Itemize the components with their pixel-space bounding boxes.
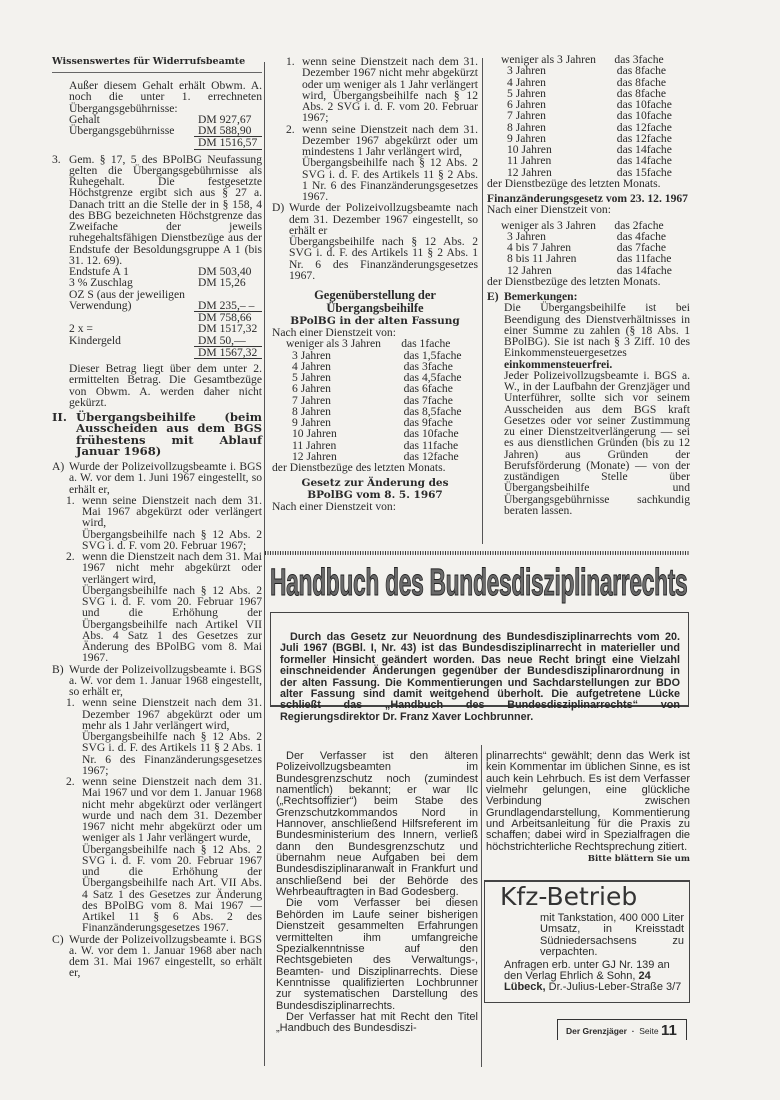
multiplier-row [286,383,478,394]
paragraph-text: Wurde der Polizeivollzugsbeamte i. BGS a. W. vor dem 1. Januar 1968 eingestellt, so erhält er, [69,662,262,698]
list-marker: 1. [66,696,75,710]
service-years: 11 Jahren [507,154,552,168]
multiplier: das 8,5fache [403,404,462,418]
multiplier: das 1,5fache [403,348,462,362]
paragraph-text: Außer diesem Gehalt erhält Obwm. A. noch die unter 1. errechneten Übergangsgebührnisse: [69,79,262,115]
paragraph-text: Nach einer Dienstzeit von: [272,500,396,514]
paragraph-text: Wurde der Polizeivollzugsbeamte i. BGS a. W. vor dem 1. Januar 1968 aber nach dem 31. Mai 1967 eingestellt, so erhält er, [69,932,262,980]
multiplier-row [501,253,690,264]
article-column-1 [276,751,478,1035]
subheading: Gegenüberstellung der Übergangsbeihilfe [314,288,436,315]
list-marker: 2. [66,550,75,563]
article-lead: Durch das Gesetz zur Neuordnung des Bundesdisziplinarrechts vom 20. Juli 1967 (BGBl. I, Nr. 43) ist das Bundesdisziplinarrecht in materieller und formeller Hinsicht geändert worden. Das neue Recht bringt eine Vielzahl einschneidender Änderungen gegenüber der Bundesdisziplinarordnung in der alten Fassung. Die Kommentierungen und Sachdarstellungen zur BDO alter Fassung sind damit weitgehend überholt. Die aufgetretene Lücke schließt das „Handbuch des Bundesdisziplinarrechts“ von Regierungsdirektor Dr. Franz Xaver Lochbrunner. [280,631,680,723]
subheading: Gesetz zur Änderung des BPolBG vom 8. 5. 1967 [301,477,449,502]
dotted-separator [265,551,690,555]
service-years: 7 Jahren [507,109,546,123]
amount-value: DM 503,40 [198,265,252,278]
multiplier: das 7fache [616,241,667,254]
multiplier: das 12fache [616,120,672,134]
article-paragraph: Der Verfasser ist den älteren Polizeivollzugsbeamten im Bundesgrenzschutz noch (zumindest namentlich) bekannt; er war IIc („Rechtsoffizier“) beim Stabe des Grenzschutzkommandos Nord in Hannover, anschließend Hilfsreferent im Bundesministerium des Innern, verließ dann den Bundesgrenzschutz und übernahm neue Aufgaben bei dem Bundesdisziplinaranwalt in Frankfurt und anschließend bei der Behörde des Wehrbeauftragten in Bad Godesberg. [276,750,478,899]
service-years: 4 Jahren [292,359,331,373]
paragraph-text: der Dienstbezüge des letzten Monats. [487,274,661,288]
list-item [52,664,262,698]
service-years: 12 Jahren [507,263,552,277]
amount-value: DM 758,66 [198,311,252,324]
paragraph [272,236,478,281]
article-paragraph: Die vom Verfasser bei diesen Behörden im Laufe seiner bisherigen Dienstzeit gesammelten Erfahrungen vermittelten ihm umfangreiche Spezialkenntnisse auf den Rechtsgebieten des Verwaltungs-, Beamten- und Disziplinarrechts. Diese Kenntnisse qualifizierten Lochbrunner zur systematischen Darstellung des Bundesdisziplinarrechts. [276,897,478,1012]
multiplier: das 4fache [616,229,667,243]
service-years: 6 Jahren [292,382,331,396]
multiplier: das 10fache [403,427,459,441]
amount-row [69,137,262,149]
list-marker: D) [272,201,285,215]
paragraph-text: Übergangsbeihilfe nach § 12 Abs. 2 SVG i. d. F. vom 20. Februar 1967; [82,527,262,552]
paragraph-text: der Dienstbezüge des letzten Monats. [487,176,661,190]
amount-label: Verwendung) [69,298,132,312]
multiplier: das 8fache [616,86,667,100]
column-divider [482,58,483,544]
paragraph-text: Jeder Polizeivollzugsbeamte i. BGS a. W., in der Laufbahn der Grenzjäger und Unterführer, sollte sich vor seinem Ausscheiden aus dem BGS kraft Gesetzes oder vor seiner Zustimmung zu einer Dienstzeitverlängerung — sei es aus dienstlichen Gründen (bis zu 12 Jahren) aus Gründen der Berufsförderung (Monate) — von der zuständigen Stelle über Übergangsbeihilfe und Übergangsgebührnisse sachkundig beraten lassen. [504,368,690,517]
paragraph-text: Wurde der Polizeivollzugsbeamte i. BGS a. W. vor dem 1. Juni 1967 eingestellt, so erhält er, [69,460,262,496]
page-footer [557,1019,687,1040]
paragraph [52,363,262,408]
amount-row [69,323,262,334]
paragraph-text: Übergangsbeihilfe nach § 12 Abs. 2 SVG i. d. F. vom 20. Februar 1967 und die Erhöhung der Übergangsbeihilfe nach Art. VII Abs. 4 Satz 1 des Gesetzes zur Änderung des BPolBG vom 8. Mai 1967 — Artikel 11 § 6 Abs. 2 des Finanzänderungsgesetzes 1967. [82,842,262,935]
service-years: weniger als 3 Jahren [501,53,596,66]
page-number: 11 [661,1022,677,1039]
article-paragraph: plinarrechts“ gewählt; denn das Werk ist kein Kommentar im üblichen Sinne, es ist auch kein Lehrbuch. Es ist dem Verfasser vielmehr gelungen, eine glückliche Verbindung zwischen Grundlagendarstellung, Kommentierung und Arbeitsanleitung für die Praxis zu schaffen; dabei wird in Spezialfragen die höchstrichterliche Rechtsprechung zitiert. [486,750,690,853]
list-item [52,412,262,457]
multiplier: das 15fache [616,165,672,179]
paragraph [272,501,478,512]
multiplier-table [487,54,690,178]
multiplier: das 7fache [403,393,453,407]
amount-value: DM 1517,32 [198,322,258,336]
multiplier: das 11fache [403,438,459,452]
paragraph [52,80,262,114]
article-headline: Handbuch des Bundesdisziplinarrechts [270,562,688,604]
multiplier: das 8fache [616,64,667,78]
service-years: 4 Jahren [507,75,546,89]
multiplier-table [272,338,478,462]
amount-table [52,114,262,150]
amount-label: 2 x = [69,322,93,336]
service-years: 6 Jahren [507,98,546,111]
paragraph [487,302,690,370]
paragraph [487,370,690,516]
amount-value: DM 50,— [194,335,262,347]
paragraph-text: Gem. § 17, 5 des BPolBG Neufassung gelten die Übergangsgebührnisse als Ruhegehalt. Die festgesetzte Höchstgrenze ergibt sich aus § 27 a. Danach tritt an die Stelle der in § 158, 4 des BBG bezeichneten Höchstgrenze das Zweifache der jeweils ruhegehaltsfähigen Dienstbezüge aus der Endstufe der Besoldungsgruppe A 1 (bis 31. 12. 69). [69,152,262,267]
amount-label: OZ S (aus der jeweiligen [69,287,185,301]
multiplier: das 12fache [403,449,459,463]
multiplier: das 1fache [401,337,451,351]
amount-value: DM 1567,32 [194,347,262,359]
paragraph [487,276,690,287]
section-header: Wissenswertes für Widerrufsbeamte [52,56,246,67]
service-years: 10 Jahren [507,143,552,156]
multiplier: das 2fache [614,218,664,232]
paragraph-text: Übergangsbeihilfe nach § 12 Abs. 2 SVG i. d. F. des Artikels 11 § 2 Abs. 1 Nr. 6 des Finanzänderungsgesetzes 1967. [289,235,478,282]
ad-body: mit Tankstation, 400 000 Liter Umsatz, in Kreisstadt Südniedersachsens zu verpachten. [540,912,684,959]
page-label: Seite [639,1026,659,1036]
list-item [272,56,478,124]
list-item [52,154,262,267]
amount-value: DM 927,67 [198,112,252,126]
multiplier: das 10fache [616,98,672,111]
paragraph [272,157,478,202]
multiplier: das 8fache [616,75,667,89]
amount-row [69,335,262,347]
paragraph-text: Dieser Betrag liegt über dem unter 2. ermittelten Betrag. Die Gesamtbezüge von Obwm. A. werden daher nicht gekürzt. [69,362,262,409]
service-years: 11 Jahren [292,438,337,452]
paragraph [52,844,262,934]
service-years: 12 Jahren [507,165,552,179]
multiplier: das 6fache [403,382,453,396]
column-divider [264,62,265,1066]
paragraph-text: wenn seine Dienstzeit nach dem 31. Dezember 1967 nicht mehr abgekürzt oder um weniger als 1 Jahr verlängert wird, Übergangsbeihilfe nach § 12 Abs. 2 SVG i. d. F. vom 20. Februar 1967; [302,55,478,125]
list-item [52,551,262,585]
paragraph [272,462,478,473]
list-item [52,934,262,979]
list-item [272,124,478,158]
column-3 [487,54,690,516]
multiplier: das 12fache [616,131,672,145]
service-years: weniger als 3 Jahren [286,337,381,351]
multiplier: das 14fache [616,263,672,277]
multiplier-row [286,338,478,349]
column-1 [52,80,262,979]
paragraph-text: Übergangsbeihilfe (beim Ausscheiden aus dem BGS frühestens mit Ablauf Januar 1968) [76,410,262,458]
list-item [272,202,478,236]
paragraph [52,585,262,664]
multiplier-table [487,220,690,276]
amount-value: DM 588,90 [194,125,262,137]
service-years: 3 Jahren [507,64,546,78]
list-marker: 2. [66,775,75,788]
multiplier-row [501,155,690,166]
amount-table [52,266,262,359]
column-2 [272,56,478,513]
column-divider [481,745,482,1067]
service-years: weniger als 3 Jahren [501,218,596,232]
paragraph-text: Bemerkungen: [504,290,578,303]
publication-name: Der Grenzjäger [566,1026,627,1036]
paragraph [52,731,262,776]
multiplier: das 14fache [616,154,672,168]
paragraph-text: Übergangsbeihilfe nach § 12 Abs. 2 SVG i. d. F. vom 20. Februar 1967 und die Erhöhung der Übergangsbeihilfe nach Artikel VII Abs. 4 Satz 1 des Gesetzes zur Änderung des BPolBG vom 8. Mai 1967. [82,583,262,665]
multiplier: das 3fache [403,359,453,373]
multiplier: das 14fache [616,143,672,156]
list-marker: E) [487,290,499,303]
list-marker: B) [52,662,64,676]
paragraph-text: wenn seine Dienstzeit nach dem 31. Dezember 1967 abgekürzt oder um mindestens 1 Jahr verlängert wird, [302,122,478,158]
service-years: 5 Jahren [292,371,331,384]
multiplier-row [501,110,690,121]
paragraph-text: wenn seine Dienstzeit nach dem 31. Mai 1967 und vor dem 1. Januar 1968 nicht mehr abgekürzt oder verlängert wurde und nach dem 31. Dezember 1967 nicht mehr abgekürzt oder um weniger als 1 Jahr verlängert wurde, [82,775,262,845]
amount-row [69,277,262,288]
amount-value: DM 235,– – [194,300,262,312]
paragraph [52,529,262,552]
list-item [52,697,262,731]
ad-contact [504,960,684,994]
list-marker: C) [52,932,64,946]
paragraph-text: wenn seine Dienstzeit nach dem 31. Mai 1967 abgekürzt oder verlängert wird, [82,493,262,530]
list-item [52,461,262,495]
multiplier: das 9fache [403,416,453,429]
paragraph-text: Übergangsbeihilfe nach § 12 Abs. 2 SVG i. d. F. des Artikels 11 § 2 Abs. 1 Nr. 6 des Finanzänderungsgesetzes 1967. [302,156,478,203]
list-item [52,776,262,844]
amount-label: 3 % Zuschlag [69,276,133,290]
service-years: 7 Jahren [292,393,331,407]
service-years: 8 Jahren [292,404,331,418]
service-years: 10 Jahren [292,427,337,441]
multiplier: das 11fache [616,252,672,266]
ad-text [504,913,684,994]
emphasis: einkommensteuerfrei. [504,357,613,371]
paragraph-text: Wurde der Polizeivollzugsbeamte nach dem 31. Dezember 1967 eingestellt, so erhält er [289,201,478,237]
article-column-2 [486,751,690,865]
paragraph-text: Die Übergangsbeihilfe ist bei Beendigung des Dienstverhältnisses in einer Summe zu zahlen (§ 18 Abs. 1 BPolBG). Sie ist nach § 3 Ziff. 10 des Einkommensteuergesetzes [504,301,690,360]
service-years: 9 Jahren [292,416,331,429]
paragraph-text: Übergangsbeihilfe nach § 12 Abs. 2 SVG i. d. F. des Artikels 11 § 2 Abs. 1 Nr. 6 des Finanzänderungsgesetzes 1967; [82,730,262,777]
list-marker: II. [52,410,67,424]
list-item [52,495,262,529]
paragraph [272,327,478,338]
paragraph-text: Finanzänderungsgesetz vom 23. 12. 1967 [487,192,688,205]
subheading: BPolBG in der alten Fassung [290,315,460,327]
service-years: 3 Jahren [507,229,546,243]
ad-street: Dr.-Julius-Leber-Straße 3/7 [548,981,682,994]
list-marker: 1. [66,493,75,507]
amount-value: DM 15,26 [198,276,246,290]
paragraph-text: Nach einer Dienstzeit von: [487,203,611,217]
service-years: 8 bis 11 Jahren [507,252,577,266]
paragraph-text: der Dienstbezüge des letzten Monats. [272,461,446,474]
footer-separator: · [631,1026,635,1036]
ad-city: 24 Lübeck, [504,970,651,994]
ad-contact-text: Anfragen erb. unter GJ Nr. 139 an den Verlag Ehrlich & Sohn, [504,958,670,983]
header-rule [52,72,262,73]
paragraph-text: wenn seine Dienstzeit nach dem 31. Dezember 1967 abgekürzt oder um mehr als 1 Jahr verlängert wird, [82,696,262,732]
multiplier: das 4,5fache [403,371,462,384]
amount-label: Kindergeld [69,333,121,347]
list-marker: 3. [52,152,61,166]
service-years: 4 bis 7 Jahren [507,241,572,254]
multiplier-row [501,65,690,76]
amount-label: Endstufe A 1 [69,265,129,278]
continued-note: Bitte blättern Sie um [587,854,690,865]
multiplier: das 10fache [616,109,672,123]
paragraph [487,204,690,215]
ad-title: Kfz-Betrieb [500,882,638,911]
service-years: 9 Jahren [507,131,546,145]
paragraph-text: Nach einer Dienstzeit von: [272,326,396,339]
paragraph [487,178,690,189]
multiplier-row [286,428,478,439]
list-marker: 2. [286,122,295,136]
list-marker: A) [52,460,65,473]
amount-row [69,347,262,359]
list-marker: 1. [286,55,295,68]
paragraph-text: wenn die Dienstzeit nach dem 31. Mai 1967 nicht mehr abgekürzt oder verlängert wird, [82,550,262,586]
service-years: 12 Jahren [292,449,337,463]
article-paragraph: Der Verfasser hat mit Recht den Titel „Handbuch des Bundesdiszi- [276,1010,478,1035]
multiplier: das 3fache [614,53,664,66]
amount-label: Gehalt [69,112,100,126]
service-years: 3 Jahren [292,348,331,362]
service-years: 5 Jahren [507,86,546,100]
amount-value: DM 1516,57 [194,137,262,149]
service-years: 8 Jahren [507,120,546,134]
amount-label: Übergangsgebührnisse [69,124,175,137]
